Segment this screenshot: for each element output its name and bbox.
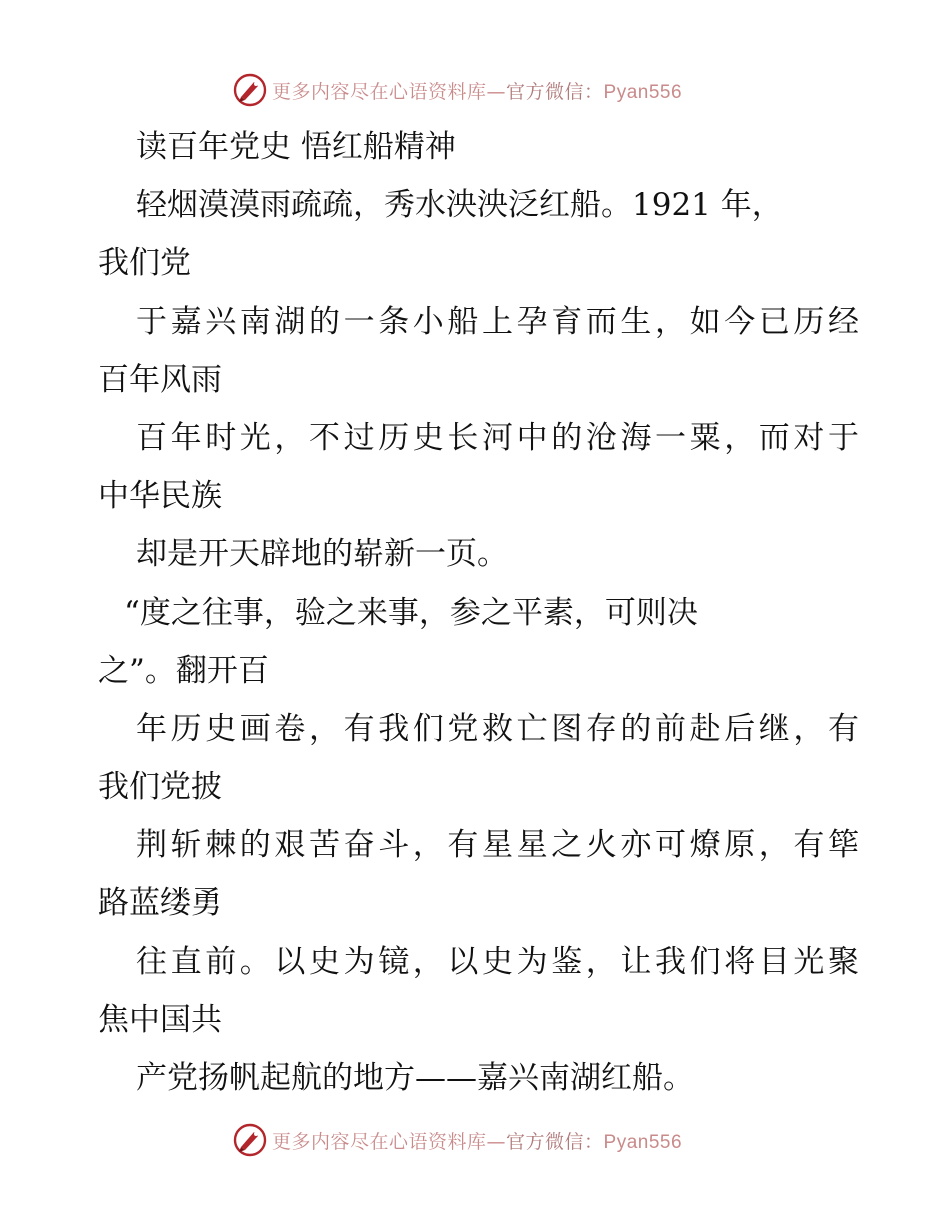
text-line: 路蓝缕勇 [98,885,222,922]
text-line: 产党扬帆起航的地方——嘉兴南湖红船。 [136,1060,694,1096]
text-line: 中华民族 [98,478,222,515]
text-line: 却是开天辟地的崭新一页。 [136,536,508,573]
text-line: 之”。翻开百 [98,652,269,689]
article-body [98,118,863,1107]
pen-logo-icon [232,1122,268,1158]
text-line: 轻烟漠漠雨疏疏，秀水泱泱泛红船。1921 年， [136,187,783,224]
text-line: 往直前。以史为镜，以史为鉴，让我们将目光聚 [136,943,863,980]
text-line: “度之往事，验之来事，参之平素，可则决 [124,594,698,631]
text-line: 百年时光，不过历史长河中的沧海一粟，而对于 [136,419,863,456]
banner-separator: — [486,1130,507,1153]
banner-promo-text: 更多内容尽在心语资料库 [272,80,487,103]
banner-wechat-id: Pyan556 [603,1131,683,1153]
banner-wechat-id: Pyan556 [603,81,683,103]
banner-text-group [272,77,682,104]
text-line: 荆斩棘的艰苦奋斗，有星星之火亦可燎原，有筚 [136,827,863,864]
article-title: 读百年党史 悟红船精神 [136,129,456,165]
banner-wechat-label: 官方微信： [506,80,604,103]
text-line: 我们党披 [98,769,222,806]
header-banner [232,70,712,110]
text-line: 我们党 [98,245,191,282]
banner-wechat-label: 官方微信： [506,1130,604,1153]
banner-separator: — [486,80,507,103]
text-line: 于嘉兴南湖的一条小船上孕育而生，如今已历经 [136,303,863,340]
text-line: 年历史画卷，有我们党救亡图存的前赴后继，有 [136,710,863,747]
text-line: 百年风雨 [98,361,222,398]
footer-banner [232,1120,712,1160]
banner-text-group [272,1127,682,1154]
text-line: 焦中国共 [98,1001,222,1038]
pen-logo-icon [232,72,268,108]
banner-promo-text: 更多内容尽在心语资料库 [272,1130,487,1153]
